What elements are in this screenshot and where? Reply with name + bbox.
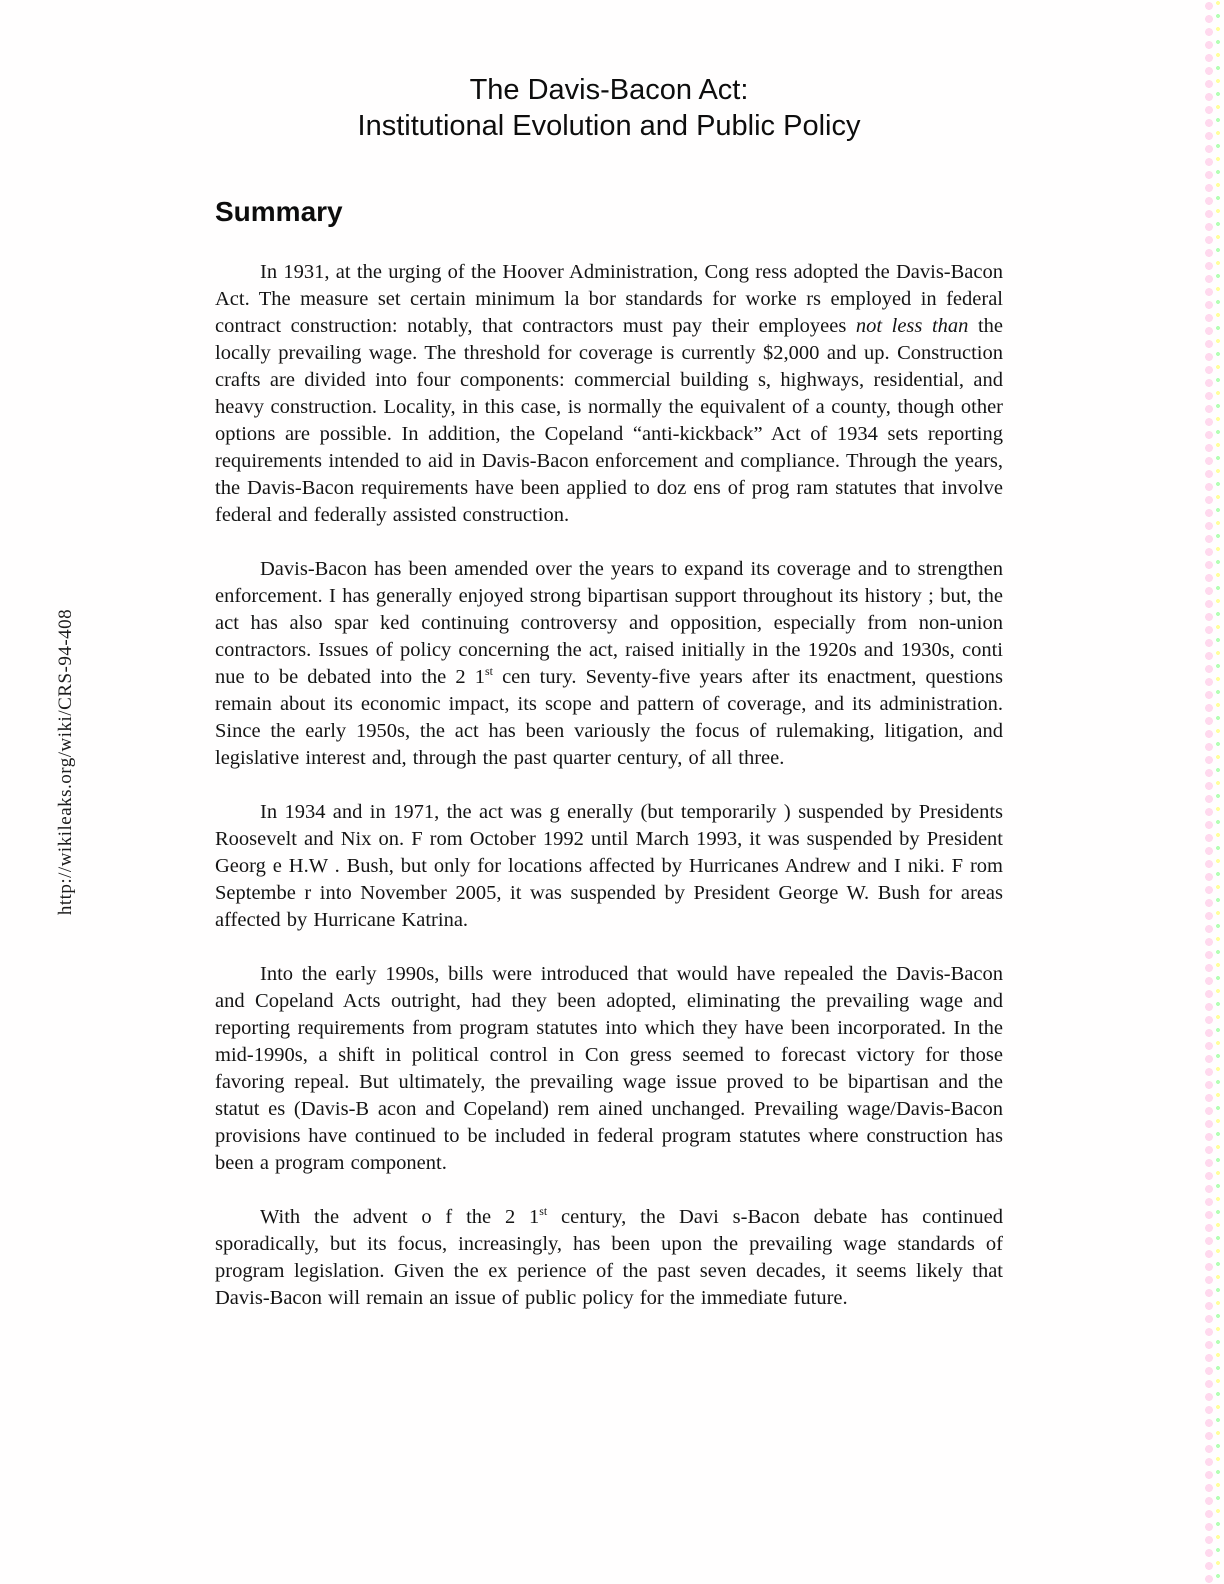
paragraph-text-run: Into the early 1990s, bills were introduced that would have repealed the Davis-Bacon and Copeland Acts outright, had they been adopted, eliminating the prevailing wage and reporting requirements from program statutes into which they have been incorporated. In the mid-1990s, a shift in political control in Con gress seemed to forecast victory for those favoring repeal. But ultimately, the prevailing wage issue proved to be bipartisan and the statut es (Davis-B acon and Copeland) rem ained unchanged. Prevailing wage/Davis-Bacon provisions have continued to be included in federal program statutes where construction has been a program component. [215, 963, 1003, 1174]
document-title-line2: Institutional Evolution and Public Policy [357, 110, 861, 142]
paragraph-text-run: In 1931, at the urging of the Hoover Administration, Cong ress adopted the Davis-Bacon Act. The measure set certain minimum la bor standards for worke rs employed in federal contract construction: notably, that contractors must pay their employees [215, 261, 1003, 337]
paragraph [215, 799, 1003, 934]
document-title [215, 72, 1003, 144]
paragraph [215, 556, 1003, 772]
paragraph-text-run: century, the Davi s-Bacon debate has continued sporadically, but its focus, increasingly, has been upon the prevailing wage standards of program legislation. Given the ex perience of the past seven decades, it seems likely that Davis-Bacon will remain an issue of public policy for the immediate future. [215, 1206, 1003, 1309]
paragraph [215, 961, 1003, 1177]
paragraph-text-run: st [539, 1204, 548, 1219]
wikileaks-url-watermark: http://wikileaks.org/wiki/CRS-94-408 [55, 608, 76, 916]
paragraphs [215, 259, 1003, 1312]
paragraph-text-run: cen tury. Seventy-five years after its enactment, questions remain about its economic impact, its scope and pattern of coverage, and its administration. Since the early 1950s, the act has been variously the focus of rulemaking, litigation, and legislative interest and, through the past quarter century, of all three. [215, 666, 1003, 769]
paragraph-text-run: the locally prevailing wage. The threshold for coverage is currently $2,000 and up. Construction crafts are divided into four components: commercial building s, highways, residential, and heavy construction. Locality, in this case, is normally the equivalent of a county, though other options are possible. In addition, the Copeland “anti-kickback” Act of 1934 sets reporting requirements intended to aid in Davis-Bacon enforcement and compliance. Through the years, the Davis-Bacon requirements have been applied to doz ens of prog ram statutes that involve federal and federally assisted construction. [215, 315, 1003, 526]
paragraph-text-run: With the advent o f the 2 1 [260, 1206, 540, 1228]
document-content [215, 0, 1003, 1339]
paragraph-text-run: Davis-Bacon has been amended over the years to expand its coverage and to strengthen enforcement. I has generally enjoyed strong bipartisan support throughout its history ; but, the act has also spar ked continuing controversy and opposition, especially from non-union contractors. Issues of policy concerning the act, raised initially in the 1920s and 1930s, conti nue to be debated into the 2 1 [215, 558, 1003, 688]
paragraph-text-run: not less than [855, 315, 969, 337]
paragraph [215, 1204, 1003, 1312]
paragraph-text-run: In 1934 and in 1971, the act was g enerally (but temporarily ) suspended by Presidents Roosevelt and Nix on. F rom October 1992 until March 1993, it was suspended by President Georg e H.W . Bush, but only for locations affected by Hurricanes Andrew and I niki. F rom Septembe r into November 2005, it was suspended by President George W. Bush for areas affected by Hurricane Katrina. [215, 801, 1003, 931]
summary-heading: Summary [215, 196, 343, 227]
page-edge-watermark-pattern [1200, 0, 1224, 1584]
document-title-line1: The Davis-Bacon Act: [469, 74, 749, 106]
paragraph [215, 259, 1003, 529]
paragraph-text-run: st [485, 664, 493, 679]
